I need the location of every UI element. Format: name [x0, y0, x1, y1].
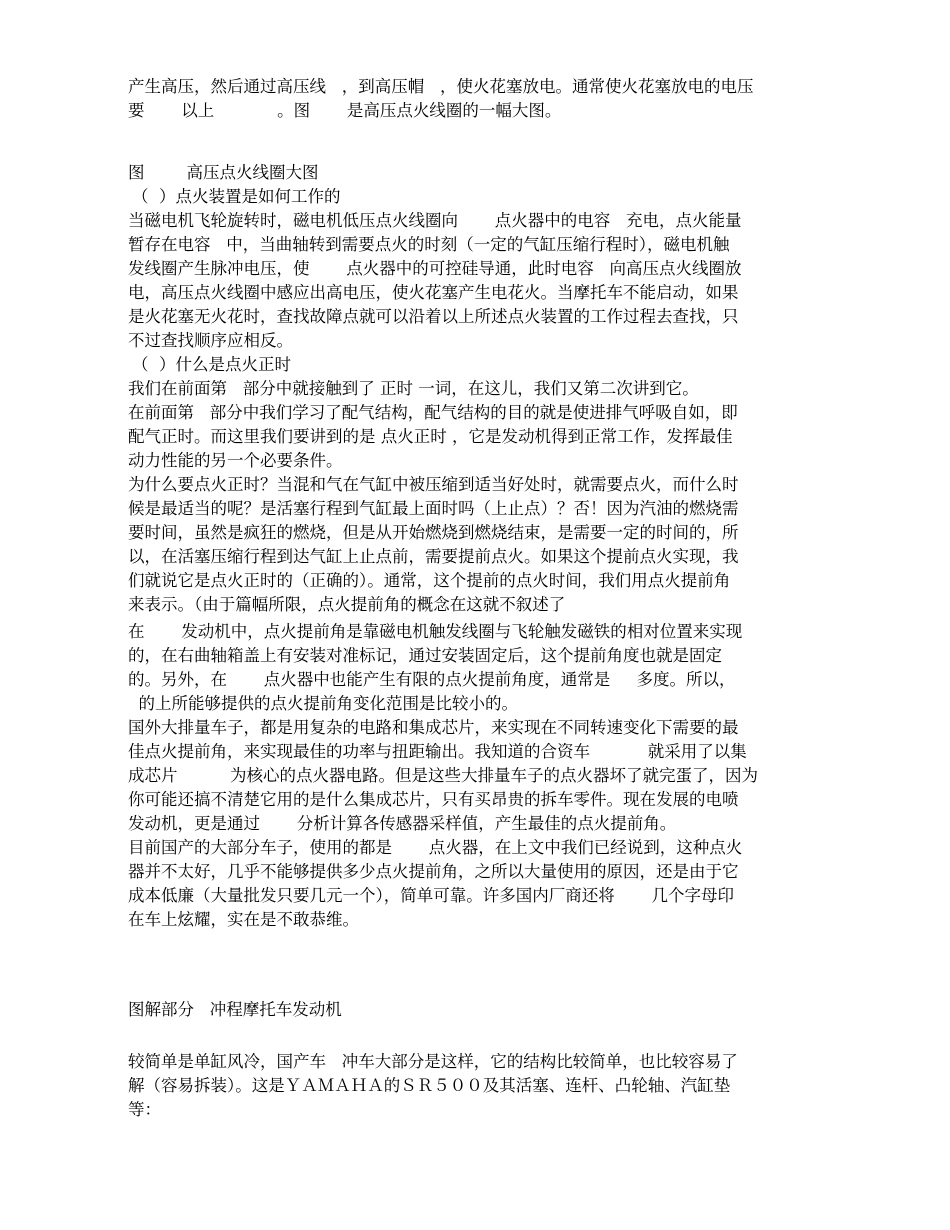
paragraph-line: 在车上炫耀，实在是不敢恭维。	[128, 910, 359, 929]
paragraph-line: 在 发动机中，点火提前角是靠磁电机触发线圈与飞轮触发磁铁的相对位置来实现	[128, 622, 743, 641]
paragraph-line: 产生高压，然后通过高压线 ，到高压帽 ，使火花塞放电。通常使火花塞放电的电压	[128, 77, 754, 96]
paragraph-line: 暂存在电容 中，当曲轴转到需要点火的时刻（一定的气缸压缩行程时），磁电机触	[128, 235, 730, 254]
paragraph-line: 较简单是单缸风冷，国产车 冲车大部分是这样，它的结构比较简单，也比较容易了	[128, 1052, 738, 1071]
paragraph-line: 不过查找顺序应相反。	[128, 331, 293, 350]
paragraph-line: 成芯片 为核心的点火器电路。但是这些大排量车子的点火器坏了就完蛋了，因为	[128, 766, 758, 785]
paragraph-line: 当磁电机飞轮旋转时，磁电机低压点火线圈向 点火器中的电容 充电，点火能量	[128, 211, 742, 230]
section-heading: （ ）点火装置是如何工作的	[132, 187, 341, 206]
paragraph-line: 佳点火提前角，来实现最佳的功率与扭距输出。我知道的合资车 就采用了以集	[128, 742, 747, 761]
figure-caption: 图 高压点火线圈大图	[128, 163, 319, 182]
paragraph-line: 动力性能的另一个必要条件。	[128, 451, 343, 470]
paragraph-line: 发动机，更是通过 分析计算各传感器采样值，产生最佳的点火提前角。	[128, 814, 677, 833]
paragraph-line: 等：	[128, 1100, 161, 1119]
paragraph-line: 为什么要点火正时？当混和气在气缸中被压缩到适当好处时，就需要点火，而什么时	[128, 475, 739, 494]
paragraph-line: 候是最适当的呢？是活塞行程到气缸最上面时吗（上止点）？否！因为汽油的燃烧需	[128, 499, 739, 518]
paragraph-line: 以，在活塞压缩行程到达气缸上止点前，需要提前点火。如果这个提前点火实现，我	[128, 547, 739, 566]
paragraph-line: 电，高压点火线圈中感应出高电压，使火花塞产生电花火。当摩托车不能启动，如果	[128, 283, 739, 302]
paragraph-line: 在前面第 部分中我们学习了配气结构，配气结构的目的就是使进排气呼吸自如，即	[128, 403, 738, 422]
paragraph-line: 配气正时。而这里我们要讲到的是 点火正时 ，它是发动机得到正常工作，发挥最佳	[128, 427, 733, 446]
paragraph-line: 的上所能够提供的点火提前角变化范围是比较小的。	[128, 694, 518, 713]
paragraph-line: 成本低廉（大量批发只要几元一个），简单可靠。许多国内厂商还将 几个字母印	[128, 886, 734, 905]
paragraph-line: 来表示。（由于篇幅所限，点火提前角的概念在这就不叙述了	[128, 595, 566, 614]
paragraph-line: 发线圈产生脉冲电压，使 点火器中的可控硅导通，此时电容 向高压点火线圈放	[128, 259, 742, 278]
paragraph-line: 们就说它是点火正时的（正确的）。通常，这个提前的点火时间，我们用点火提前角	[128, 571, 731, 590]
paragraph-line: 要 以上 。图 是高压点火线圈的一幅大图。	[128, 101, 562, 120]
paragraph-line: 要时间，虽然是疯狂的燃烧，但是从开始燃烧到燃烧结束，是需要一定的时间的，所	[128, 523, 739, 542]
paragraph-line: 是火花塞无火花时，查找故障点就可以沿着以上所述点火装置的工作过程去查找，只	[128, 307, 739, 326]
paragraph-line: 目前国产的大部分车子，使用的都是 点火器，在上文中我们已经说到，这种点火	[128, 838, 743, 857]
paragraph-line: 的，在右曲轴箱盖上有安装对准标记，通过安装固定后，这个提前角度也就是固定	[128, 646, 722, 665]
section-title: 图解部分 冲程摩托车发动机	[128, 1000, 342, 1019]
paragraph-line: 你可能还搞不清楚它用的是什么集成芯片，只有买昂贵的拆车零件。现在发展的电喷	[128, 790, 739, 809]
paragraph-line: 国外大排量车子，都是用复杂的电路和集成芯片，来实现在不同转速变化下需要的最	[128, 718, 739, 737]
paragraph-line: 器并不太好，几乎不能够提供多少点火提前角，之所以大量使用的原因，还是由于它	[128, 862, 739, 881]
section-heading: （ ）什么是点火正时	[132, 355, 291, 374]
paragraph-line: 我们在前面第 部分中就接触到了 正时 一词，在这儿，我们又第二次讲到它。	[128, 379, 699, 398]
paragraph-line: 解（容易拆装）。这是ＹＡＭＡＨＡ的ＳＲ５００及其活塞、连杆、凸轮轴、汽缸垫	[128, 1076, 731, 1095]
paragraph-line: 的。另外，在 点火器中也能产生有限的点火提前角度，通常是 多度。所以，	[128, 670, 736, 689]
